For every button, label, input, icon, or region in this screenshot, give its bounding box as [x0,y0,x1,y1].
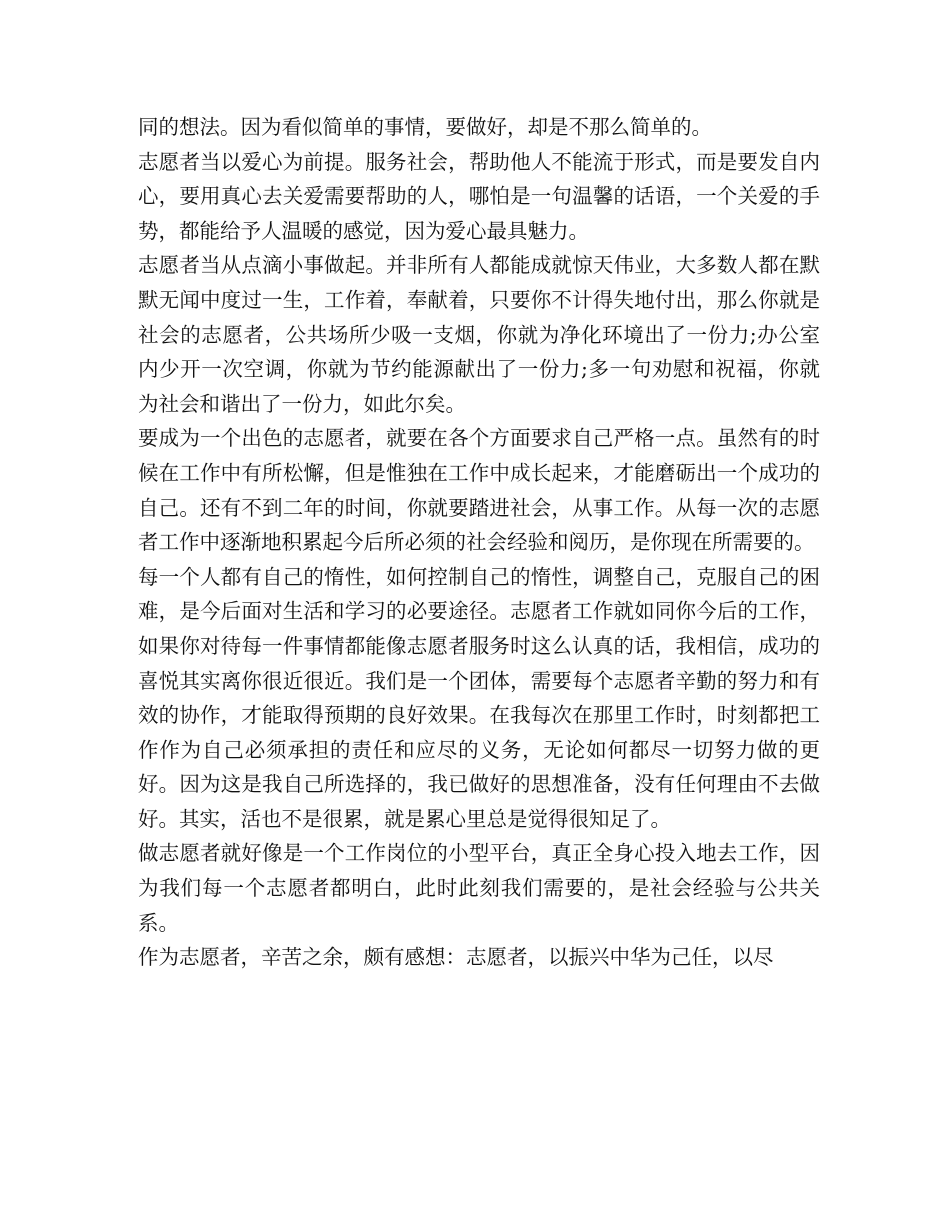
document-body [138,110,820,975]
paragraph-3: 志愿者当从点滴小事做起。并非所有人都能成就惊天伟业，大多数人都在默默无闻中度过一生，工作着，奉献着，只要你不计得失地付出，那么你就是社会的志愿者，公共场所少吸一支烟，你就为净化环境出了一份力;办公室内少开一次空调，你就为节约能源献出了一份力;多一句劝慰和祝福，你就为社会和谐出了一份力，如此尔矣。 [138,253,820,416]
paragraph-7: 作为志愿者，辛苦之余，颇有感想：志愿者，以振兴中华为己任，以尽 [138,945,774,970]
paragraph-5: 每一个人都有自己的惰性，如何控制自己的惰性，调整自己，克服自己的困难，是今后面对生活和学习的必要途径。志愿者工作就如同你今后的工作，如果你对待每一件事情都能像志愿者服务时这么认真的话，我相信，成功的喜悦其实离你很近很近。我们是一个团体，需要每个志愿者辛勤的努力和有效的协作，才能取得预期的良好效果。在我每次在那里工作时，时刻都把工作作为自己必须承担的责任和应尽的义务，无论如何都尽一切努力做的更好。因为这是我自己所选择的，我已做好的思想准备，没有任何理由不去做好。其实，活也不是很累，就是累心里总是觉得很知足了。 [138,564,820,831]
paragraph-4: 要成为一个出色的志愿者，就要在各个方面要求自己严格一点。虽然有的时候在工作中有所松懈，但是惟独在工作中成长起来，才能磨砺出一个成功的自己。还有不到二年的时间，你就要踏进社会，从事工作。从每一次的志愿者工作中逐渐地积累起今后所必须的社会经验和阅历，是你现在所需要的。 [138,426,820,555]
paragraph-1: 同的想法。因为看似简单的事情，要做好，却是不那么简单的。 [138,115,712,139]
paragraph-6: 做志愿者就好像是一个工作岗位的小型平台，真正全身心投入地去工作，因为我们每一个志愿者都明白，此时此刻我们需要的，是社会经验与公共关系。 [138,841,820,935]
paragraph-2: 志愿者当以爱心为前提。服务社会，帮助他人不能流于形式，而是要发自内心，要用真心去关爱需要帮助的人，哪怕是一句温馨的话语，一个关爱的手势，都能给予人温暖的感觉，因为爱心最具魅力。 [138,149,820,243]
